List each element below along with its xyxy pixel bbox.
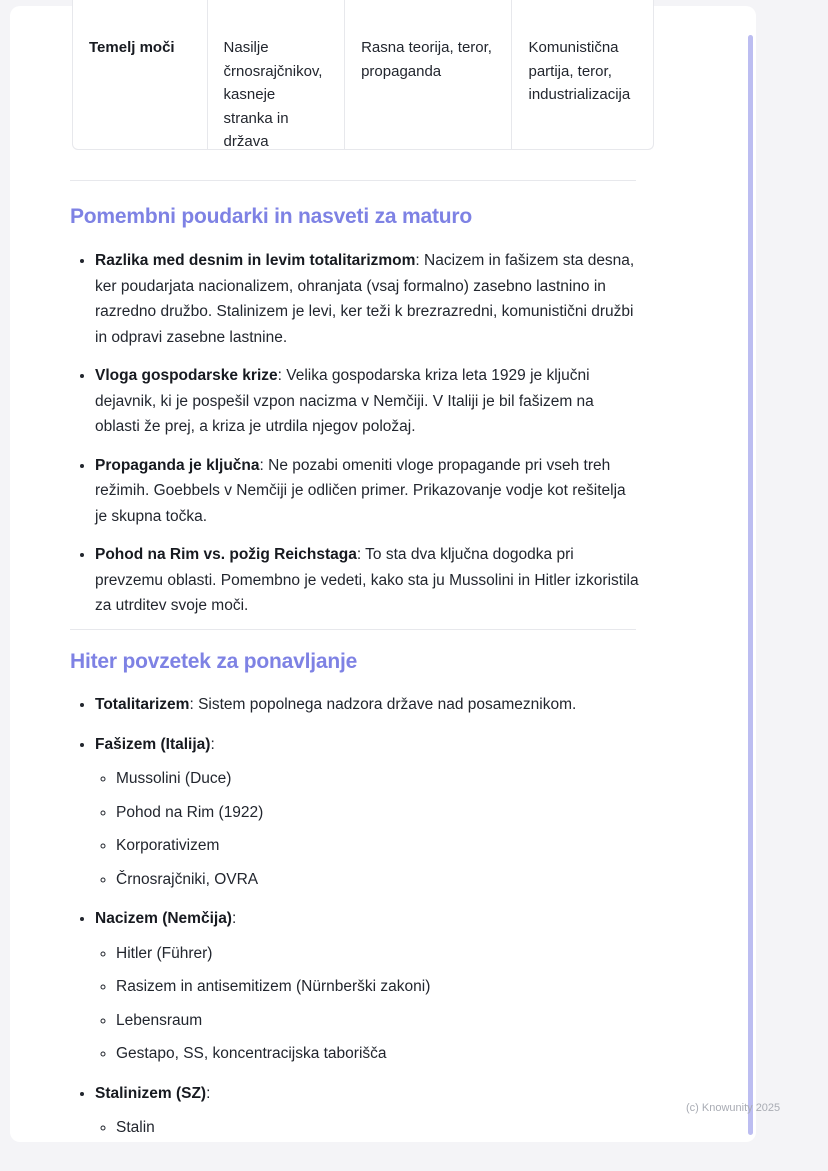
bullet-list bbox=[70, 248, 642, 619]
section-divider bbox=[70, 629, 636, 630]
sub-list-item: ◦ Hitler (Führer) bbox=[116, 941, 642, 967]
list-item bbox=[95, 542, 642, 619]
bullet-lead: Totalitarizem bbox=[95, 696, 190, 713]
bullet-text: : Nacizem in fašizem sta desna, ker poudarjata nacionalizem, ohranjata (vsaj formalno) zasebno lastnino in razredno družbo. Stalinizem je levi, ker teži k brezrazredni, komunistični družbi in odpravi zasebne lastnine. bbox=[95, 252, 635, 346]
sub-bullet-list bbox=[95, 766, 642, 892]
sub-list-item: ◦ Rasizem in antisemitizem (Nürnberški zakoni) bbox=[116, 974, 642, 1000]
sub-bullet-list bbox=[95, 1115, 642, 1141]
section-divider bbox=[70, 180, 636, 181]
table-cell-stalinism: Komunistična partija, teror, industrializacija bbox=[528, 39, 631, 103]
bullet-lead: Nacizem (Nemčija) bbox=[95, 910, 232, 927]
sub-list-item: ◦ Stalin bbox=[116, 1115, 642, 1141]
comparison-table bbox=[72, 0, 654, 150]
list-item bbox=[95, 363, 642, 440]
list-item bbox=[95, 906, 642, 1067]
sub-list-item: ◦ Gestapo, SS, koncentracijska taborišča bbox=[116, 1041, 642, 1067]
sub-list-item: ◦ Mussolini (Duce) bbox=[116, 766, 642, 792]
bullet-text: : To sta dva ključna dogodka pri prevzemu oblasti. Pomembno je vedeti, kako sta ju Mussolini in Hitler izkoristila za utrditev svoje moči. bbox=[95, 546, 639, 614]
sub-list-item: ◦ Črnosrajčniki, OVRA bbox=[116, 867, 642, 893]
list-item bbox=[95, 732, 642, 893]
list-item bbox=[95, 1081, 642, 1141]
list-item bbox=[95, 248, 642, 350]
sub-bullet-list bbox=[95, 941, 642, 1067]
bullet-text: : Sistem popolnega nadzora države nad posameznikom. bbox=[189, 696, 577, 713]
bullet-lead: Fašizem (Italija) bbox=[95, 735, 211, 753]
quick-summary-list-block bbox=[70, 692, 642, 1155]
bullet-lead: Pohod na Rim vs. požig Reichstaga bbox=[95, 546, 357, 563]
bullet-lead: Stalinizem (SZ) bbox=[95, 1084, 207, 1102]
bullet-text: : bbox=[206, 1084, 211, 1102]
list-item bbox=[95, 692, 642, 718]
bullet-lead: Propaganda je ključna bbox=[95, 456, 260, 474]
table-cell-nazism: Rasna teorija, teror, propaganda bbox=[345, 0, 512, 149]
bullet-text: : bbox=[231, 910, 237, 927]
bullet-lead: Razlika med desnim in levim totalitarizmom bbox=[95, 252, 416, 269]
list-item bbox=[95, 453, 642, 530]
exam-tips-list-block bbox=[70, 248, 642, 632]
sub-list-item: ◦ Pohod na Rim (1922) bbox=[116, 800, 642, 826]
table-cell-fascism: Nasilje črnosrajčnikov, kasneje stranka in država bbox=[208, 0, 346, 149]
table-row-header: Temelj moči bbox=[73, 0, 208, 149]
sub-list-item: ◦ Lebensraum bbox=[116, 1008, 642, 1034]
scrollbar-thumb[interactable] bbox=[748, 35, 753, 1135]
bullet-text: : Velika gospodarska kriza leta 1929 je ključni dejavnik, ki je pospešil vzpon nacizma v Nemčiji. V Italiji je bil fašizem na oblasti že prej, a kriza je utrdila njegov položaj. bbox=[95, 367, 594, 435]
copyright-note: (c) Knowunity 2025 bbox=[686, 1102, 781, 1114]
section-title-exam-tips: Pomembni poudarki in nasveti za maturo bbox=[70, 205, 472, 228]
bullet-text: : Ne pozabi omeniti vloge propagande pri vseh treh režimih. Goebbels v Nemčiji je odličen primer. Prikazovanje vodje kot rešitelja je skupna točka. bbox=[95, 456, 626, 525]
bullet-list bbox=[70, 692, 642, 1141]
bullet-lead: Vloga gospodarske krize bbox=[95, 367, 278, 384]
section-title-quick-summary: Hiter povzetek za ponavljanje bbox=[70, 650, 358, 673]
bullet-text: : bbox=[210, 735, 215, 753]
sub-list-item: ◦ Korporativizem bbox=[116, 833, 642, 859]
